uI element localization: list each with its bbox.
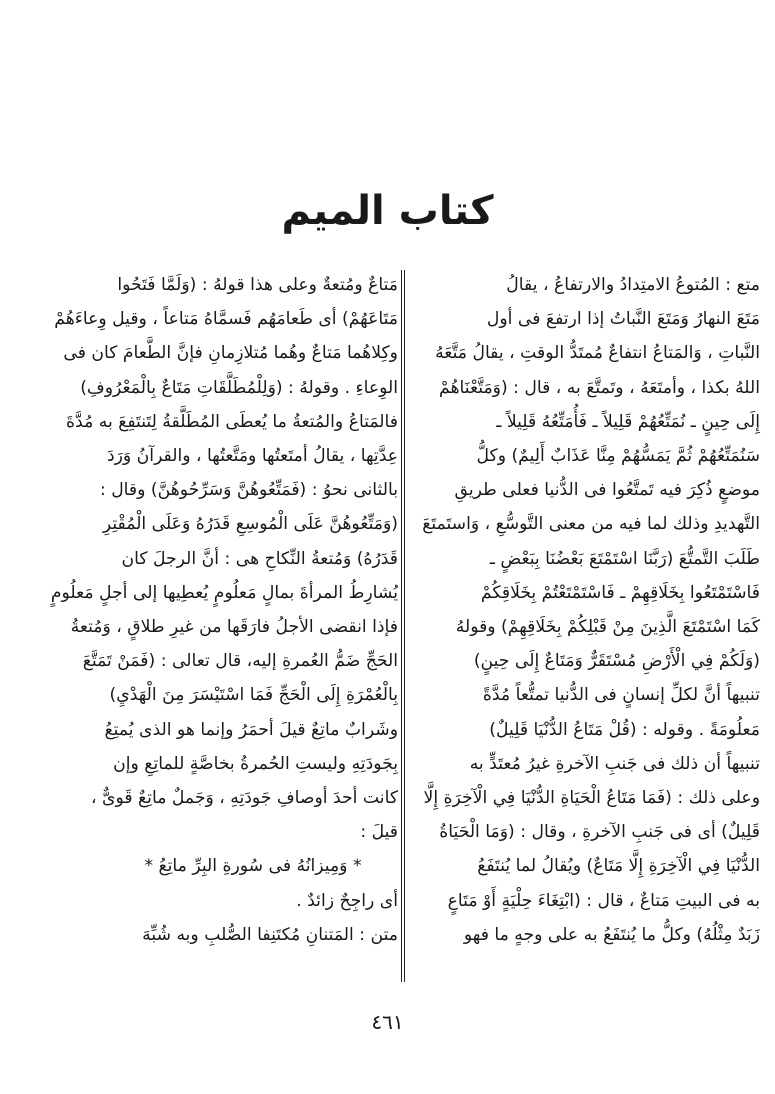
text-line: فَاسْتَمْتَعُوا بِخَلَاقِهِمْ ـ فَاسْتَمْتَعْتُمْ بِخَلَاقِكُمْ <box>480 582 760 603</box>
text-line: قَدَرُهُ) وَمُتعةُ النِّكاحِ هى : أنَّ الرجلَ كان <box>121 548 398 569</box>
text-line: النَّباتِ ، وَالمَتاعُ انتفاعٌ مُمتَدُّ الوقتِ ، يقالُ مَتَّعَهُ <box>435 343 760 364</box>
text-line: بِجَودَتِهِ وليستِ الحُمرةُ بخاصَّةٍ للماتِعِ وإن <box>113 753 398 774</box>
text-line: مَعلُومَةً . وقوله : (قُلْ مَتَاعُ الدُّنْيَا قَلِيلٌ) <box>489 719 760 740</box>
text-line: الحَجِّ ضَمُّ العُمرةِ إليه، قال تعالى : (فَمَنْ تَمَتَّعَ <box>82 651 398 672</box>
column-divider <box>401 270 402 982</box>
text-line: وكِلاهُما مَتاعٌ وهُما مُتلازِمانِ فإنَّ الطَّعامَ كان فى <box>63 343 398 364</box>
page-number: ٤٦١ <box>371 1010 404 1034</box>
text-line: متع : المُتوعُ الامتِدادُ والارتفاعُ ، يقالُ <box>506 275 760 295</box>
text-line: طَلَبَ التَّمتُّعَ (رَبَّنَا اسْتَمْتَعَ بَعْضُنَا بِبَعْضٍ ـ <box>489 548 760 569</box>
text-line: مَتاعٌ ومُتعةٌ وعلى هذا قولهُ : (وَلَمَّا فَتَحُوا <box>117 275 398 295</box>
text-line: وشَرابٌ ماتِعٌ قيلَ أحمَرُ وإنما هو الذى يُمتِعُ <box>104 719 398 740</box>
text-line: وعلى ذلك : (فَمَا مَتَاعُ الْحَيَاةِ الدُّنْيَا فِي الْآخِرَةِ إِلَّا <box>423 788 760 809</box>
text-line: بِالْعُمْرَةِ إِلَى الْحَجِّ فَمَا اسْتَيْسَرَ مِنَ الْهَدْيِ) <box>109 685 398 706</box>
text-line: مَتَعَ النهارُ وَمَتَعَ النَّباتُ إذا ارتفعَ فى أول <box>486 309 760 330</box>
text-line: التَّهديدِ وذلك لما فيه من معنى التَّوسُّعِ ، وَاستَمتَعَ <box>422 514 760 535</box>
text-line: قَلِيلٌ) أى فى جَنبِ الآخرةِ ، وقال : (وَمَا الْحَيَاةُ <box>439 822 760 843</box>
text-line: يُشارِطُ المرأةَ بمالٍ مَعلُومٍ يُعطِيها إلى أجلٍ مَعلُومٍ <box>50 582 398 603</box>
text-line: به فى البيتِ مَتاعٌ ، قال : (ابْتِغَاءَ حِلْيَةٍ أَوْ مَتَاعٍ <box>447 890 760 911</box>
text-line: كانت أحدَ أوصافِ جَودَتِهِ ، وَجَملٌ ماتِعٌ قَوىٌّ ، <box>91 788 398 809</box>
text-line: * وَمِيزانُهُ فى سُورةِ البِرِّ ماتِعُ * <box>144 856 362 877</box>
right-column <box>408 268 760 952</box>
page-title: كتاب الميم <box>281 188 494 234</box>
text-line: كَمَا اسْتَمْتَعَ الَّذِينَ مِنْ قَبْلِكُمْ بِخَلَاقِهِمْ) وقولهُ <box>455 617 760 638</box>
text-line: سَنُمَتِّعُهُمْ ثُمَّ يَمَسُّهُمْ مِنَّا عَذَابٌ أَلِيمٌ) وكلُّ <box>476 446 760 467</box>
text-line: الدُّنْيَا فِي الْآخِرَةِ إِلَّا مَتَاعٌ) ويُقالُ لما يُنتَفَعُ <box>477 856 760 877</box>
text-line: (وَمَتِّعُوهُنَّ عَلَى الْمُوسِعِ قَدَرُهُ وَعَلَى الْمُقْتِرِ <box>102 514 398 535</box>
text-line: تنبيهاً أن ذلك فى جَنبِ الآخرةِ غيرُ مُعتَدٍّ به <box>469 753 760 774</box>
text-line: تنبيهاً أنَّ لكلِّ إنسانٍ فى الدُّنيا تمتُّعاً مُدَّةً <box>482 685 760 706</box>
text-line: عِدَّتِها ، يقالُ أمتَعتُها ومَتَّعتُها ، والقرآنُ وَرَدَ <box>106 446 398 467</box>
text-line: مَتَاعَهُمْ) أى طَعامَهُم فَسمَّاهُ مَتاعاً ، وقيل وِعاءَهُمْ <box>54 309 398 330</box>
text-line: قيلَ : <box>360 822 398 843</box>
text-line: (وَلَكُمْ فِي الْأَرْضِ مُسْتَقَرٌّ وَمَتَاعٌ إِلَى حِينٍ) <box>473 651 760 672</box>
text-line: الوِعاءِ . وقولهُ : (وَلِلْمُطَلَّقَاتِ مَتَاعٌ بِالْمَعْرُوفِ) <box>80 377 398 398</box>
text-line: فالمَتاعُ والمُتعةُ ما يُعطَى المُطَلَّقةُ لِتَنتَفِعَ به مُدَّةَ <box>66 411 398 432</box>
text-line: زَبَدٌ مِثْلُهُ) وكلُّ ما يُنتَفَعُ به على وجهٍ ما فهو <box>463 924 760 945</box>
text-line: موضعٍ ذُكِرَ فيه تَمتَّعُوا فى الدُّنيا فعلى طريقِ <box>454 480 760 501</box>
text-line: فإذا انقضى الأجلُ فارَقَها من غيرِ طلاقٍ ، وَمُتعةُ <box>70 617 398 638</box>
text-line: اللهُ بكذا ، وأمتَعَهُ ، وتَمتَّعَ به ، قال : (وَمَتَّعْنَاهُمْ <box>439 377 760 398</box>
text-line: متن : المَتنانِ مُكتَنِفا الصُّلبِ وبه شُبِّهَ <box>142 924 398 945</box>
text-line: أى راجِحٌ زائدٌ . <box>296 890 398 911</box>
left-column <box>50 268 398 952</box>
text-line: إِلَى حِينٍ ـ نُمَتِّعُهُمْ قَلِيلاً ـ فَأُمَتِّعُهُ قَلِيلاً ـ <box>496 411 760 432</box>
text-line: بالثانى نحوُ : (فَمَتِّعُوهُنَّ وَسَرِّحُوهُنَّ) وقال : <box>99 480 398 501</box>
